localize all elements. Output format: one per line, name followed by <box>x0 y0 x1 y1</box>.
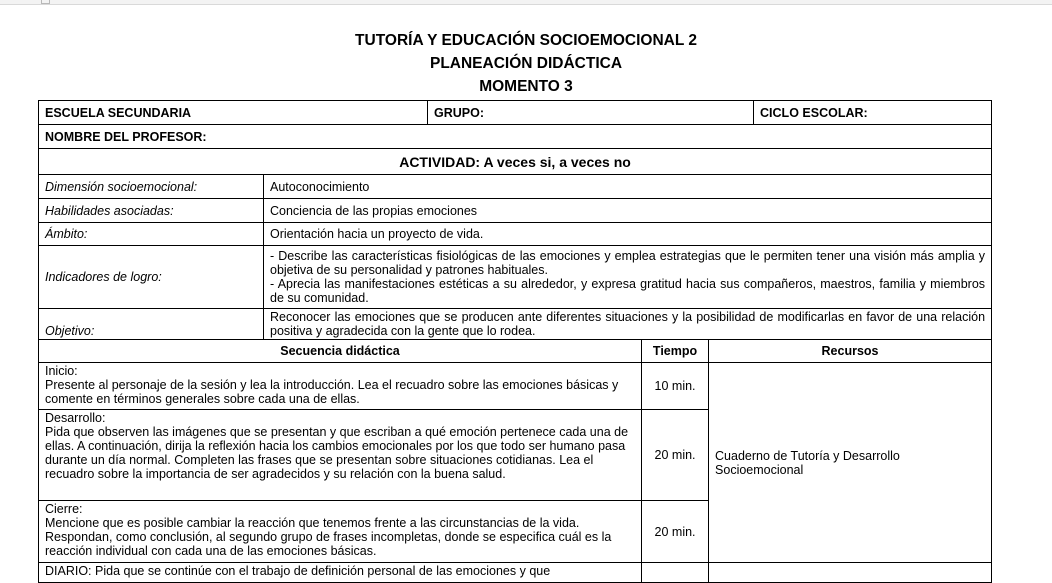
secuencia-header: Secuencia didáctica <box>39 340 642 363</box>
indicador-1: - Describe las características fisiológicas de las emociones y emplea estrategias que le permiten tener una visión más amplia y objetiva de su personalidad y patrones habituales. <box>270 249 986 277</box>
objetivo-value: Reconocer las emociones que se producen ante diferentes situaciones y la posibilidad de modificarlas en favor de una relación positiva y agradecida con la gente que lo rodea. <box>264 309 992 340</box>
sequence-header-row <box>39 340 992 363</box>
tiempo-header: Tiempo <box>642 340 709 363</box>
recursos-header: Recursos <box>709 340 992 363</box>
inicio-cell <box>39 363 642 410</box>
diario-time <box>642 563 709 583</box>
profesor-row <box>39 125 992 149</box>
ambito-row <box>39 223 992 246</box>
habilidades-value: Conciencia de las propias emociones <box>264 199 992 223</box>
dimension-label: Dimensión socioemocional: <box>39 175 264 199</box>
cierre-text: Mencione que es posible cambiar la reacción que tenemos frente a las circunstancias de la vida. Respondan, como conclusión, al segundo grupo de frases incompletas, donde se especifica cuál es la reacción individual con cada una de las emociones básicas. <box>45 516 612 558</box>
diario-recursos <box>709 563 992 583</box>
actividad-title: ACTIVIDAD: A veces si, a veces no <box>39 149 992 175</box>
inicio-time: 10 min. <box>642 363 709 410</box>
desarrollo-time: 20 min. <box>642 410 709 501</box>
window-top-bar <box>0 0 1052 5</box>
school-row <box>39 101 992 125</box>
ambito-value: Orientación hacia un proyecto de vida. <box>264 223 992 246</box>
cierre-cell <box>39 501 642 563</box>
page-corner-mark <box>41 0 50 4</box>
cierre-title: Cierre: <box>45 502 83 516</box>
indicadores-value <box>264 246 992 309</box>
recursos-cell: Cuaderno de Tutoría y Desarrollo Socioemocional <box>709 363 992 563</box>
indicadores-label: Indicadores de logro: <box>39 246 264 309</box>
grupo-cell: GRUPO: <box>428 101 754 125</box>
habilidades-row <box>39 199 992 223</box>
objetivo-label: Objetivo: <box>39 309 264 340</box>
indicador-2: - Aprecia las manifestaciones estéticas a su alrededor, y expresa gratitud hacia sus compañeros, maestros, familia y miembros de su comunidad. <box>270 277 986 305</box>
ciclo-cell: CICLO ESCOLAR: <box>754 101 992 125</box>
document-subtitle: PLANEACIÓN DIDÁCTICA <box>429 55 623 72</box>
actividad-row <box>39 149 992 175</box>
habilidades-label: Habilidades asociadas: <box>39 199 264 223</box>
document-moment: MOMENTO 3 <box>479 78 573 95</box>
objetivo-row <box>39 309 992 340</box>
sequence-row-diario <box>39 563 992 583</box>
document-title: TUTORÍA Y EDUCACIÓN SOCIOEMOCIONAL 2 <box>355 32 697 49</box>
indicadores-row <box>39 246 992 309</box>
desarrollo-title: Desarrollo: <box>45 411 106 425</box>
cierre-time: 20 min. <box>642 501 709 563</box>
dimension-value: Autoconocimiento <box>264 175 992 199</box>
planning-table <box>38 100 992 583</box>
profesor-cell: NOMBRE DEL PROFESOR: <box>39 125 992 149</box>
inicio-text: Presente al personaje de la sesión y lea la introducción. Lea el recuadro sobre las emociones básicas y comente en términos generales sobre cada una de ellas. <box>45 378 619 406</box>
dimension-row <box>39 175 992 199</box>
inicio-title: Inicio: <box>45 364 78 378</box>
escuela-cell: ESCUELA SECUNDARIA <box>39 101 428 125</box>
desarrollo-text: Pida que observen las imágenes que se presentan y que escriban a qué emoción pertenece cada una de ellas. A continuación, dirija la reflexión hacia los cambios emocionales por los que todo ser humano pasa durante un día normal. Completen las frases que se presentan sobre situaciones cotidianas. Lea el recuadro sobre la importancia de ser agradecidos y su relación con la buena salud. <box>45 425 629 481</box>
sequence-row-inicio <box>39 363 992 410</box>
desarrollo-cell <box>39 410 642 501</box>
diario-cell: DIARIO: Pida que se continúe con el trabajo de definición personal de las emociones y que <box>39 563 642 583</box>
ambito-label: Ámbito: <box>39 223 264 246</box>
